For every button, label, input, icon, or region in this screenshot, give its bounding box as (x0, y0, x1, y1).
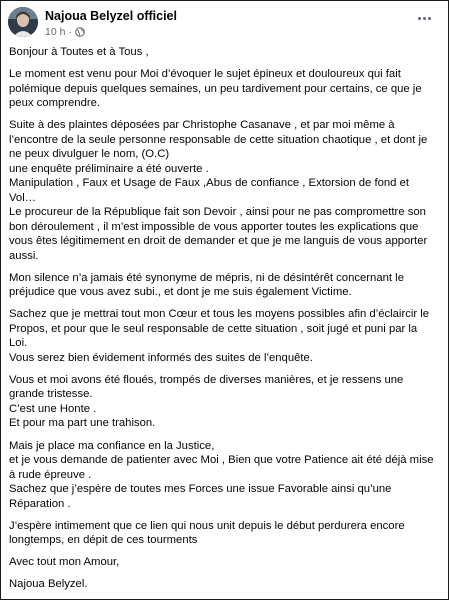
post-paragraph: Vous et moi avons été floués, trompés de diverses manières, et je ressens une grande tristesse. C’est une Honte . Et pour ma part une trahison. (9, 373, 404, 430)
meta-separator: · (68, 26, 72, 38)
post-paragraph: Le moment est venu pour Moi d’évoquer le sujet épineux et douloureux qui fait polémique depuis quelques semaines, un peu tardivement pour certains, ce que je peux comprendre. (9, 68, 422, 110)
post-timestamp[interactable]: 10 h (45, 26, 66, 38)
post-paragraph: Avec tout mon Amour, (9, 556, 120, 569)
post-paragraph: Sachez que je mettrai tout mon Cœur et tous les moyens possibles afin d’éclaircir le Propos, et pour que le seul responsable de cette situation , soit jugé et puni par la Loi. Vous serez bien évidement informés des suites de l’enquête. (9, 308, 430, 364)
more-dot (418, 17, 421, 20)
post-paragraph: Mais je place ma confiance en la Justice, et je vous demande de patienter avec Moi , Bien que votre Patience ait été déjà mise à rude épreuve . Sachez que j’espère de toutes mes Forces une issue Favorable ainsi qu’une Réparation . (9, 439, 434, 510)
post-header (1, 1, 448, 45)
post-paragraph: J’espère intimement que ce lien qui nous unit depuis le début perdurera encore longtemps, en dépit de ces tourments (9, 519, 405, 547)
post-paragraph: Mon silence n’a jamais été synonyme de mépris, ni de désintérêt concernant le préjudice que vous avez subi., et dont je me suis également Victime. (9, 271, 404, 299)
post-paragraph: Suite à des plaintes déposées par Christophe Casanave , et par moi même à l’encontre de la seule personne responsable de cette situation chaotique , et dont je ne peux divulguer le nom, (O.C) une enquête préliminaire a été ouverte . Manipulation , Faux et Usage de Faux ,Abus de confiance , Extorsion de fond et Vol… Le procureur de la République fait son Devoir , ainsi pour ne pas compromettre son bon déroulement , il m’est impossible de vous apporter toutes les explications que vous êtes légitimement en droit de demander et que je me languis de vous apporter aussi. (9, 119, 428, 262)
post-text (9, 45, 437, 599)
globe-icon[interactable] (75, 27, 85, 37)
author-avatar[interactable] (8, 7, 38, 37)
post-meta (45, 26, 85, 38)
post-paragraph: Najoua Belyzel. (9, 578, 88, 591)
more-options-icon[interactable] (414, 11, 434, 25)
author-name[interactable]: Najoua Belyzel officiel (45, 9, 177, 23)
post-paragraph: Bonjour à Toutes et à Tous , (9, 46, 149, 58)
avatar-image (8, 7, 38, 37)
more-dot (423, 17, 426, 20)
more-dot (428, 17, 431, 20)
